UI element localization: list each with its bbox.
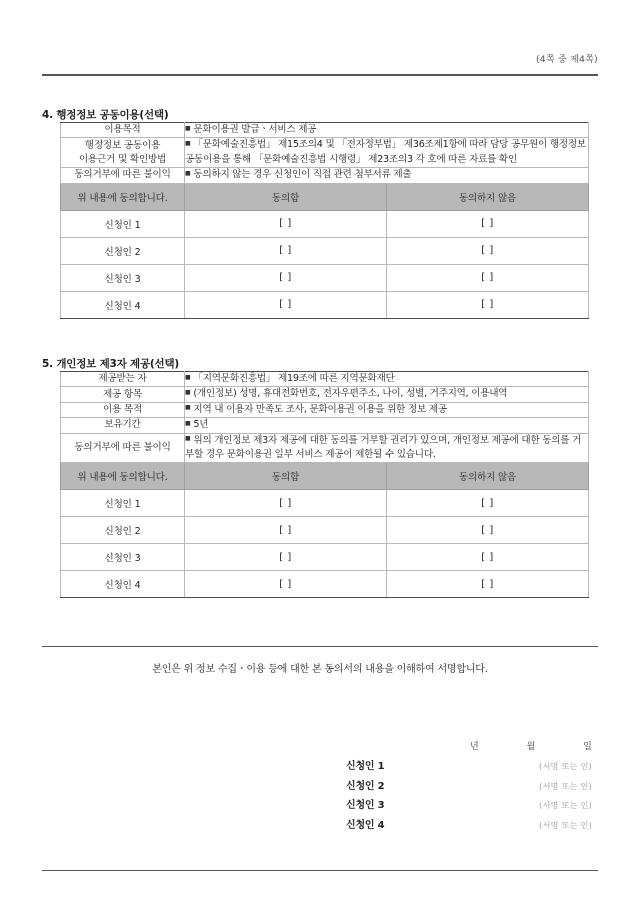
signature-applicant-name: 신청인 3 xyxy=(346,800,385,811)
agreement-title: 위 내용에 동의합니다. xyxy=(61,463,185,490)
table-row xyxy=(61,387,589,402)
row-label: 제공 항목 xyxy=(61,387,185,402)
checkbox-disagree[interactable]: [ ] xyxy=(387,544,589,571)
table-row xyxy=(61,571,589,598)
bullet-icon: ■ xyxy=(185,404,191,412)
consent-statement: 본인은 위 정보 수집ㆍ이용 등에 대한 본 동의서의 내용을 이해하여 서명합니다. xyxy=(152,664,488,675)
row-value: ■ 「문화예술진흥법」 제15조의4 및 「전자정부법」 제36조제1항에 따라 담당 공무원이 행정정보 공동이용을 통해 「문화예술진흥법 시행령」 제23조의3 각 호에 따른 자료를 확인 xyxy=(185,138,589,168)
table-row xyxy=(61,138,589,168)
row-value: ■ 지역 내 이용자 만족도 조사, 문화이용권 이용을 위한 정보 제공 xyxy=(185,402,589,417)
table-row xyxy=(61,237,589,264)
page-indicator: (4쪽 중 제4쪽) xyxy=(536,55,598,65)
row-value: ■ 문화이용권 발급ㆍ서비스 제공 xyxy=(185,123,589,138)
row-value: ■ 동의하지 않는 경우 신청인이 직접 관련 첨부서류 제출 xyxy=(185,168,589,183)
table-row xyxy=(61,123,589,138)
applicant-name: 신청인 3 xyxy=(61,264,185,291)
table-row xyxy=(61,433,589,463)
agreement-title: 위 내용에 동의합니다. xyxy=(61,183,185,210)
date-year-label[interactable]: 년 xyxy=(470,742,479,752)
checkbox-disagree[interactable]: [ ] xyxy=(387,490,589,517)
date-month-label[interactable]: 월 xyxy=(526,742,536,752)
table-row xyxy=(61,264,589,291)
agreement-header-row xyxy=(61,183,589,210)
row-label: 보유기간 xyxy=(61,418,185,433)
row-label xyxy=(61,138,185,168)
signature-seal-hint[interactable]: (서명 또는 인) xyxy=(539,761,592,771)
checkbox-disagree[interactable]: [ ] xyxy=(387,237,589,264)
bottom-divider xyxy=(42,870,598,871)
table-row xyxy=(61,402,589,417)
applicant-name: 신청인 1 xyxy=(61,210,185,237)
section-5-heading: 5. 개인정보 제3자 제공(선택) xyxy=(42,358,179,370)
checkbox-disagree[interactable]: [ ] xyxy=(387,517,589,544)
bullet-icon: ■ xyxy=(185,169,191,177)
signature-seal-hint[interactable]: (서명 또는 인) xyxy=(539,819,592,830)
row-label-line1: 행정정보 공동이용 xyxy=(84,139,161,151)
row-label: 이용 목적 xyxy=(61,402,185,417)
checkbox-agree[interactable]: [ ] xyxy=(185,490,387,517)
bullet-icon: ■ xyxy=(185,388,191,396)
checkbox-agree[interactable]: [ ] xyxy=(185,571,387,598)
signature-row xyxy=(300,816,592,836)
signature-block xyxy=(300,757,592,835)
top-divider xyxy=(42,74,598,76)
checkbox-disagree[interactable]: [ ] xyxy=(387,264,589,291)
applicant-name: 신청인 4 xyxy=(61,571,185,598)
applicant-name: 신청인 3 xyxy=(61,544,185,571)
checkbox-agree[interactable]: [ ] xyxy=(185,210,387,237)
row-label: 동의거부에 따른 불이익 xyxy=(61,168,185,183)
table-row xyxy=(61,418,589,433)
checkbox-agree[interactable]: [ ] xyxy=(185,264,387,291)
table-row xyxy=(61,544,589,571)
bullet-icon: ■ xyxy=(185,139,191,147)
row-value: ■ 5년 xyxy=(185,418,589,433)
checkbox-agree[interactable]: [ ] xyxy=(185,291,387,318)
signature-row xyxy=(300,777,592,797)
checkbox-agree[interactable]: [ ] xyxy=(185,237,387,264)
bullet-icon: ■ xyxy=(185,419,191,427)
table-row xyxy=(61,210,589,237)
agreement-header-row xyxy=(61,463,589,490)
signature-row xyxy=(300,796,592,816)
row-value: ■ 위의 개인정보 제3자 제공에 대한 동의를 거부할 권리가 있으며, 개인정보 제공에 대한 동의를 거부할 경우 문화이용권 일부 서비스 제공이 제한될 수 있습니다. xyxy=(185,433,589,463)
checkbox-agree[interactable]: [ ] xyxy=(185,517,387,544)
table-row xyxy=(61,291,589,318)
agreement-column-agree: 동의함 xyxy=(185,463,387,490)
section-4-heading: 4. 행정정보 공동이용(선택) xyxy=(42,109,169,121)
row-value: ■ (개인정보) 성명, 휴대전화번호, 전자우편주소, 나이, 성별, 거주지역, 이용내역 xyxy=(185,387,589,402)
checkbox-disagree[interactable]: [ ] xyxy=(387,291,589,318)
row-label: 제공받는 자 xyxy=(61,372,185,387)
checkbox-disagree[interactable]: [ ] xyxy=(387,571,589,598)
footer-divider xyxy=(42,646,598,647)
agreement-column-disagree: 동의하지 않음 xyxy=(387,463,589,490)
table-row xyxy=(61,517,589,544)
applicant-name: 신청인 2 xyxy=(61,237,185,264)
signature-applicant-name: 신청인 4 xyxy=(346,819,385,831)
bullet-icon: ■ xyxy=(185,435,191,443)
signature-seal-hint[interactable]: (서명 또는 인) xyxy=(539,800,592,810)
signature-seal-hint[interactable]: (서명 또는 인) xyxy=(539,780,592,791)
table-row xyxy=(61,372,589,387)
section-5-table xyxy=(60,371,589,598)
table-row xyxy=(61,490,589,517)
bullet-icon: ■ xyxy=(185,373,191,381)
checkbox-disagree[interactable]: [ ] xyxy=(387,210,589,237)
checkbox-agree[interactable]: [ ] xyxy=(185,544,387,571)
applicant-name: 신청인 1 xyxy=(61,490,185,517)
date-day-label[interactable]: 일 xyxy=(583,742,592,752)
agreement-column-disagree: 동의하지 않음 xyxy=(387,183,589,210)
section-4-table xyxy=(60,122,589,319)
agreement-column-agree: 동의함 xyxy=(185,183,387,210)
table-row xyxy=(61,168,589,183)
row-label: 동의거부에 따른 불이익 xyxy=(61,433,185,463)
row-label-line2: 이용근거 및 확인방법 xyxy=(78,153,167,165)
row-value: ■ 「지역문화진흥법」 제19조에 따른 지역문화재단 xyxy=(185,372,589,387)
bullet-icon: ■ xyxy=(185,124,191,132)
applicant-name: 신청인 2 xyxy=(61,517,185,544)
signature-applicant-name: 신청인 1 xyxy=(346,761,385,772)
signature-row xyxy=(300,757,592,777)
signature-applicant-name: 신청인 2 xyxy=(346,780,385,792)
date-line xyxy=(470,739,592,752)
row-label: 이용목적 xyxy=(61,123,185,138)
applicant-name: 신청인 4 xyxy=(61,291,185,318)
